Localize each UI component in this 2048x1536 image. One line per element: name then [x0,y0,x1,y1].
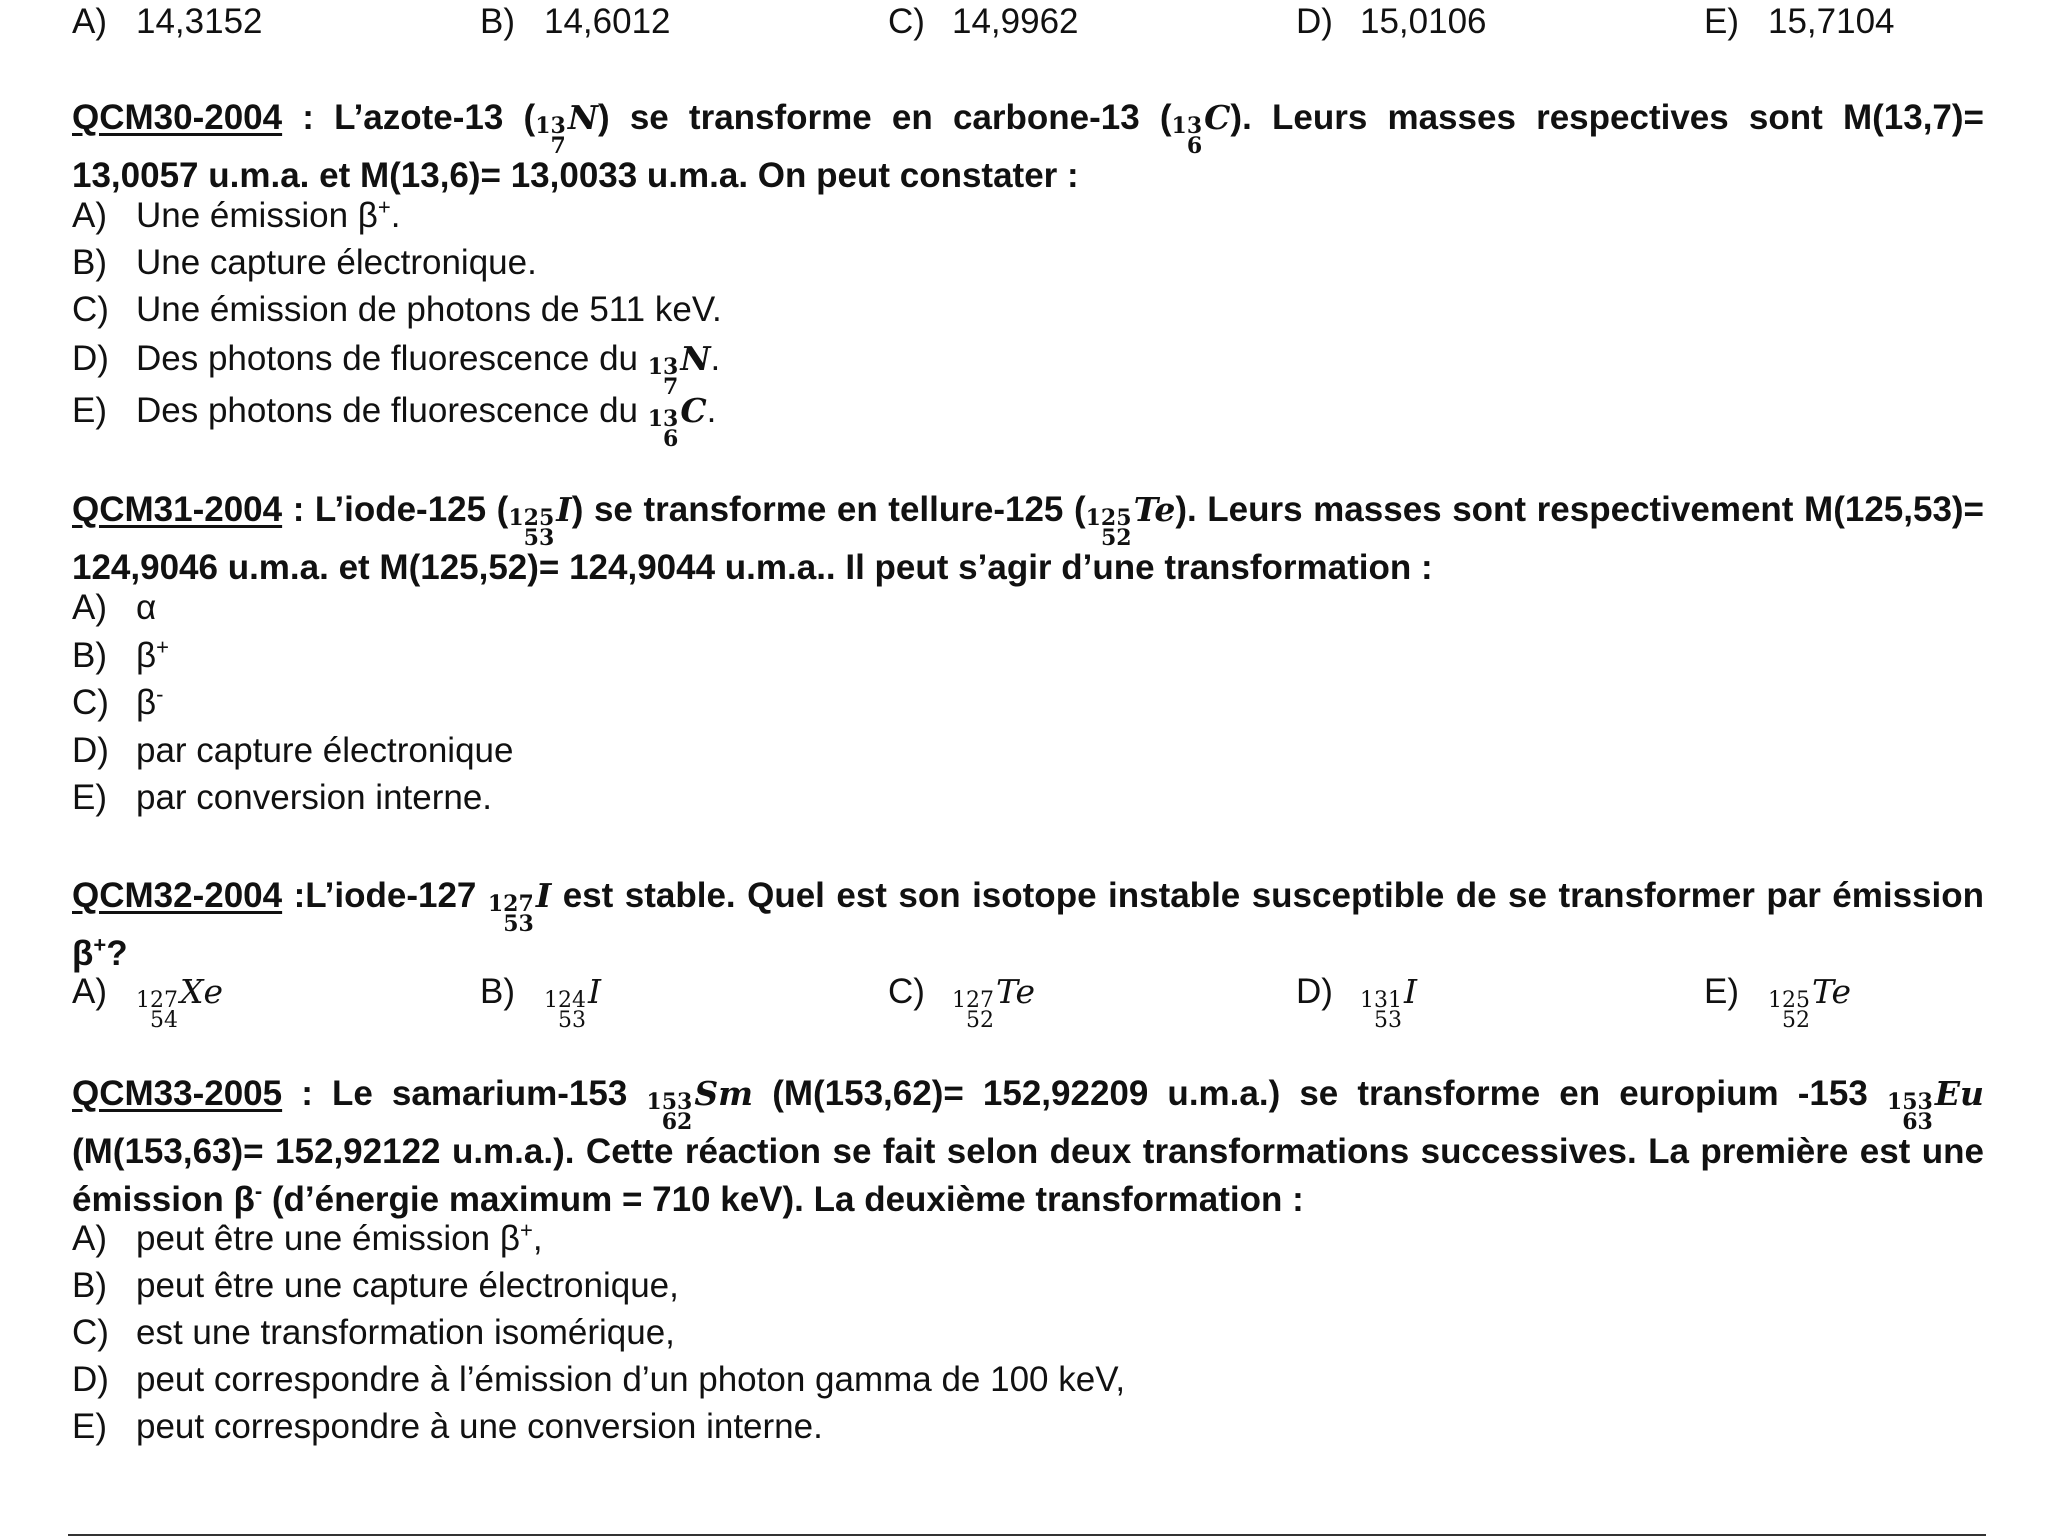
answer-option-b[interactable]: B) β+ [72,634,169,675]
nuclide-xe127: 127 54 Xe [136,972,224,1033]
previous-question-choices [72,0,1984,48]
answer-option-c[interactable]: C) Une émission de photons de 511 keV. [72,290,722,329]
question-qcm31: QCM31-2004 : L’iode-125 ( 125 53 I ) se transforme en tellure-125 ( 125 52 Te ). Leurs masses sont respectivement M(125,53)= 124,9046 u.m.a. et M(125,52)= 124,9044 u.m.a.. Il peut s’agir d’une transformation : [72,486,1984,592]
nuclide-sm153: 153 62 Sm [646,1074,754,1135]
choice-c[interactable]: C) 14,9962 [888,2,1079,41]
answer-option-c[interactable]: C) est une transformation isomérique, [72,1313,675,1352]
answer-option-d[interactable]: D) peut correspondre à l’émission d’un photon gamma de 100 keV, [72,1360,1126,1399]
answer-option-e[interactable]: E) par conversion interne. [72,778,493,817]
nuclide-n13: 13 7 N [535,98,598,159]
nuclide-c13: 13 6 C [647,391,707,452]
question-qcm32: QCM32-2004 :L’iode-127 127 53 I est stable. Quel est son isotope instable susceptible de se transformer par émission β+? [72,872,1984,978]
choice-e[interactable]: E) 125 52 Te [1704,972,1851,1033]
nuclide-i131: 131 53 I [1360,972,1418,1033]
choice-a[interactable]: A) 14,3152 [72,2,263,41]
nuclide-te127: 127 52 Te [952,972,1035,1033]
nuclide-eu153: 153 63 Eu [1886,1074,1984,1135]
nuclide-n13: 13 7 N [647,339,711,400]
question-qcm30: QCM30-2004 : L’azote-13 ( 13 7 N ) se transforme en carbone-13 ( 13 6 C ). Leurs masses respectives sont M(13,7)= 13,0057 u.m.a. et M(13,6)= 13,0033 u.m.a. On peut constater : [72,94,1984,200]
answer-option-c[interactable]: C) β- [72,681,164,722]
answer-option-b[interactable]: B) peut être une capture électronique, [72,1266,679,1305]
answer-option-b[interactable]: B) Une capture électronique. [72,243,537,282]
choice-d[interactable]: D) 131 53 I [1296,972,1418,1033]
choice-b[interactable]: B) 124 53 I [480,972,602,1033]
choice-c[interactable]: C) 127 52 Te [888,972,1035,1033]
nuclide-te125: 125 52 Te [1085,490,1176,551]
answer-option-e[interactable]: E) peut correspondre à une conversion interne. [72,1407,823,1446]
answer-option-a[interactable]: A) peut être une émission β+, [72,1217,543,1258]
nuclide-te125: 125 52 Te [1768,972,1851,1033]
answer-option-a[interactable]: A) α [72,588,157,627]
question-id: QCM31-2004 [72,490,283,529]
choice-a[interactable]: A) 127 54 Xe [72,972,224,1033]
answer-option-a[interactable]: A) Une émission β+. [72,194,401,235]
choice-b[interactable]: B) 14,6012 [480,2,671,41]
qcm32-choices [72,970,1984,1033]
nuclide-i124: 124 53 I [544,972,602,1033]
nuclide-i127: 127 53 I [487,876,552,937]
answer-option-d[interactable]: D) par capture électronique [72,731,514,770]
question-id: QCM32-2004 [72,876,283,915]
question-id: QCM33-2005 [72,1074,283,1113]
choice-d[interactable]: D) 15,0106 [1296,2,1487,41]
choice-e[interactable]: E) 15,7104 [1704,2,1895,41]
nuclide-c13: 13 6 C [1171,98,1231,159]
question-qcm33: QCM33-2005 : Le samarium-153 153 62 Sm (M(153,62)= 152,92209 u.m.a.) se transforme en europium -153 153 63 Eu (M(153,63)= 152,92122 u.m.a.). Cette réaction se fait selon deux transformations successives. La première est une émission β- (d’énergie maximum = 710 keV). La deuxième transformation : [72,1070,1984,1224]
answer-option-d[interactable]: D) Des photons de fluorescence du 13 7 N . [72,339,721,400]
nuclide-i125: 125 53 I [508,490,572,551]
answer-option-e[interactable]: E) Des photons de fluorescence du 13 6 C . [72,391,717,452]
question-id: QCM30-2004 [72,98,283,137]
